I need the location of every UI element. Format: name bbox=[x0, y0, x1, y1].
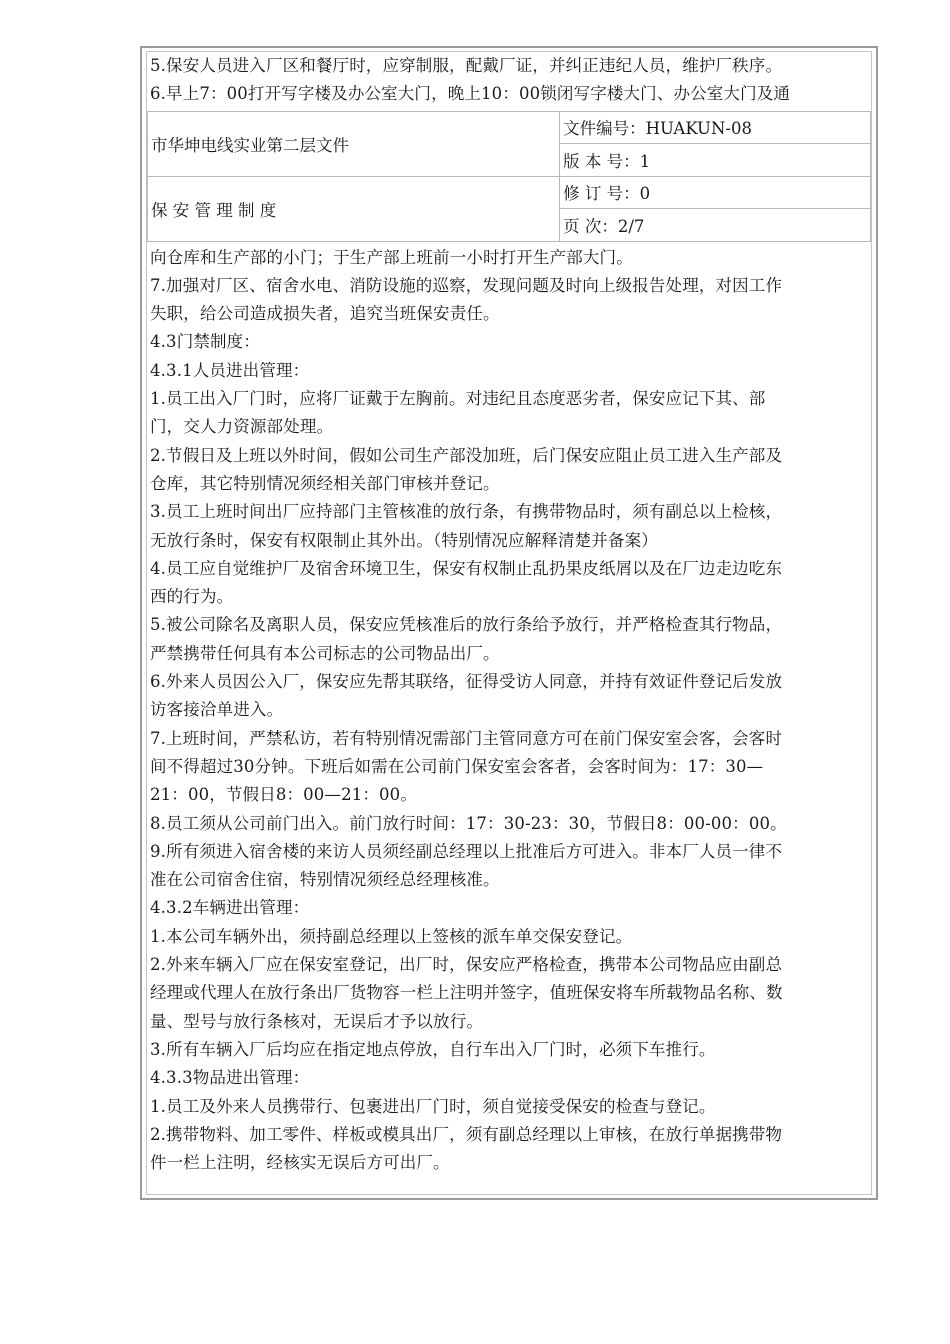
document-title: 保 安 管 理 制 度 bbox=[148, 176, 560, 241]
text-line: 9.所有须进入宿舍楼的来访人员须经副总经理以上批准后方可进入。非本厂人员一律不 bbox=[150, 841, 783, 861]
top-paragraphs bbox=[147, 52, 871, 109]
text-line: 仓库，其它特别情况须经相关部门审核并登记。 bbox=[150, 473, 500, 493]
document-header-table bbox=[147, 111, 871, 242]
text-line: 4.3.3物品进出管理： bbox=[150, 1068, 310, 1088]
text-line: 准在公司宿舍住宿，特别情况须经总经理核准。 bbox=[150, 870, 500, 890]
text-line: 3.员工上班时间出厂应持部门主管核准的放行条，有携带物品时，须有副总以上检核， bbox=[150, 502, 783, 522]
text-line: 严禁携带任何具有本公司标志的公司物品出厂。 bbox=[150, 643, 500, 663]
version-number: 版 本 号：1 bbox=[560, 144, 871, 177]
text-line: 7.加强对厂区、宿舍水电、消防设施的巡察，发现问题及时向上级报告处理，对因工作 bbox=[150, 275, 783, 295]
text-line: 4.3.1人员进出管理： bbox=[150, 360, 310, 380]
text-line: 3.所有车辆入厂后均应在指定地点停放，自行车出入厂门时，必须下车推行。 bbox=[150, 1039, 716, 1059]
text-line: 2.携带物料、加工零件、样板或模具出厂，须有副总经理以上审核，在放行单据携带物 bbox=[150, 1124, 783, 1144]
document-frame bbox=[140, 46, 878, 1200]
text-line: 4.3门禁制度： bbox=[150, 332, 260, 352]
document-number: 文件编号：HUAKUN-08 bbox=[560, 111, 871, 144]
text-line: 2.节假日及上班以外时间，假如公司生产部没加班，后门保安应阻止员工进入生产部及 bbox=[150, 445, 783, 465]
text-line: 7.上班时间，严禁私访，若有特别情况需部门主管同意方可在前门保安室会客，会客时 bbox=[150, 728, 783, 748]
body-paragraphs bbox=[147, 244, 871, 1178]
text-line: 6.外来人员因公入厂，保安应先帮其联络，征得受访人同意，并持有效证件登记后发放 bbox=[150, 672, 783, 692]
text-line: 6.早上7：00打开写字楼及办公室大门，晚上10：00锁闭写字楼大门、办公室大门及通 bbox=[150, 84, 791, 104]
revision-number: 修 订 号：0 bbox=[560, 176, 871, 209]
text-line: 西的行为。 bbox=[150, 587, 234, 607]
text-line: 访客接洽单进入。 bbox=[150, 700, 284, 720]
text-line: 失职，给公司造成损失者，追究当班保安责任。 bbox=[150, 304, 500, 324]
text-line: 1.员工出入厂门时，应将厂证戴于左胸前。对违纪且态度恶劣者，保安应记下其、部 bbox=[150, 389, 766, 409]
text-line: 无放行条时，保安有权限制止其外出。（特别情况应解释清楚并备案） bbox=[150, 530, 658, 550]
text-line: 4.3.2车辆进出管理： bbox=[150, 898, 310, 918]
document-content bbox=[146, 51, 872, 1195]
text-line: 经理或代理人在放行条出厂货物容一栏上注明并签字，值班保安将车所载物品名称、数 bbox=[150, 983, 783, 1003]
text-line: 21：00，节假日8：00—21：00。 bbox=[150, 785, 417, 805]
text-line: 件一栏上注明，经核实无误后方可出厂。 bbox=[150, 1153, 450, 1173]
company-name: 市华坤电线实业第二层文件 bbox=[148, 111, 560, 176]
text-line: 量、型号与放行条核对，无误后才予以放行。 bbox=[150, 1011, 483, 1031]
text-line: 5.被公司除名及离职人员，保安应凭核准后的放行条给予放行，并严格检查其行物品， bbox=[150, 615, 783, 635]
text-line: 1.本公司车辆外出，须持副总经理以上签核的派车单交保安登记。 bbox=[150, 926, 633, 946]
page-number: 页 次：2/7 bbox=[560, 209, 871, 242]
text-line: 门，交人力资源部处理。 bbox=[150, 417, 334, 437]
text-line: 8.员工须从公司前门出入。前门放行时间：17：30-23：30，节假日8：00-00：00。 bbox=[150, 813, 787, 833]
text-line: 4.员工应自觉维护厂及宿舍环境卫生，保安有权制止乱扔果皮纸屑以及在厂边走边吃东 bbox=[150, 558, 783, 578]
text-line: 向仓库和生产部的小门；于生产部上班前一小时打开生产部大门。 bbox=[150, 247, 633, 267]
text-line: 间不得超过30分钟。下班后如需在公司前门保安室会客者，会客时间为：17：30— bbox=[150, 756, 764, 776]
text-line: 2.外来车辆入厂应在保安室登记，出厂时，保安应严格检查，携带本公司物品应由副总 bbox=[150, 955, 783, 975]
text-line: 5.保安人员进入厂区和餐厅时，应穿制服，配戴厂证，并纠正违纪人员，维护厂秩序。 bbox=[150, 56, 783, 75]
text-line: 1.员工及外来人员携带行、包裹进出厂门时，须自觉接受保安的检查与登记。 bbox=[150, 1096, 716, 1116]
